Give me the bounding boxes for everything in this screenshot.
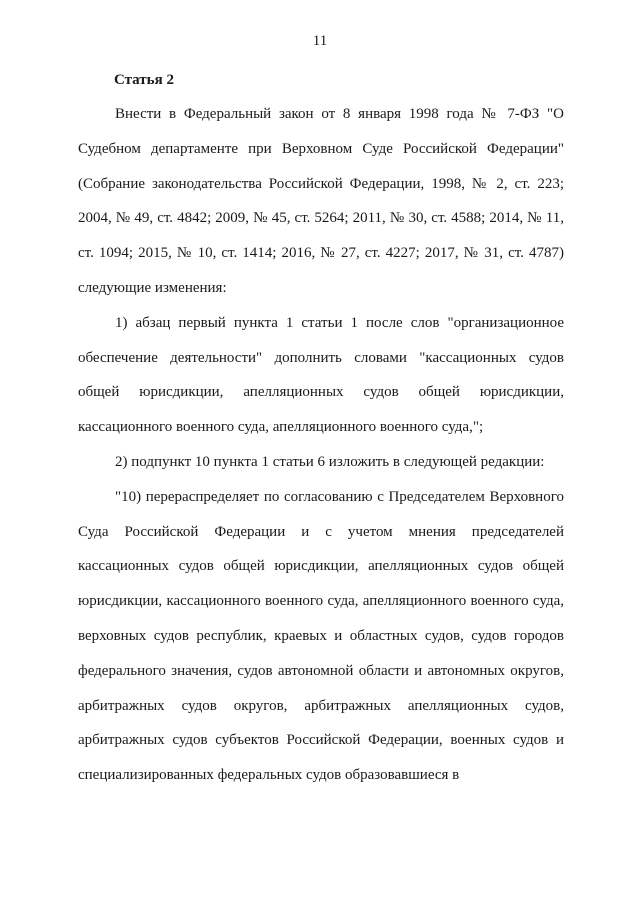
- page-number: 11: [312, 33, 328, 49]
- paragraph-item-1: 1) абзац первый пункта 1 статьи 1 после слов "организационное обеспечение деятельности" дополнить словами "кассационных судов общей юрисдикции, апелляционных судов общей юрисдикции, кассационного военного суда, апелляционного военного суда,";: [78, 314, 564, 436]
- paragraph-intro: Внести в Федеральный закон от 8 января 1998 года № 7-ФЗ "О Судебном департаменте при Верховном Суде Российской Федерации" (Собрание законодательства Российской Федерации, 1998, № 2, ст. 223; 2004, № 49, ст. 4842; 2009, № 45, ст. 5264; 2011, № 30, ст. 4588; 2014, № 11, ст. 1094; 2015, № 10, ст. 1414; 2016, № 27, ст. 4227; 2017, № 31, ст. 4787) следующие изменения:: [78, 106, 564, 296]
- article-body: [78, 97, 564, 793]
- paragraph-item-2: 2) подпункт 10 пункта 1 статьи 6 изложить в следующей редакции:: [115, 453, 545, 470]
- paragraph-quoted-subitem-10: "10) перераспределяет по согласованию с Председателем Верховного Суда Российской Федерации и с учетом мнения председателей кассационных судов общей юрисдикции, апелляционных судов общей юрисдикции, кассационного военного суда, апелляционного военного суда, верховных судов республик, краевых и областных судов, судов городов федерального значения, судов автономной области и автономных округов, арбитражных судов округов, арбитражных апелляционных судов, арбитражных судов субъектов Российской Федерации, военных судов и специализированных федеральных судов образовавшиеся в: [78, 488, 564, 784]
- article-heading: Статья 2: [114, 72, 174, 88]
